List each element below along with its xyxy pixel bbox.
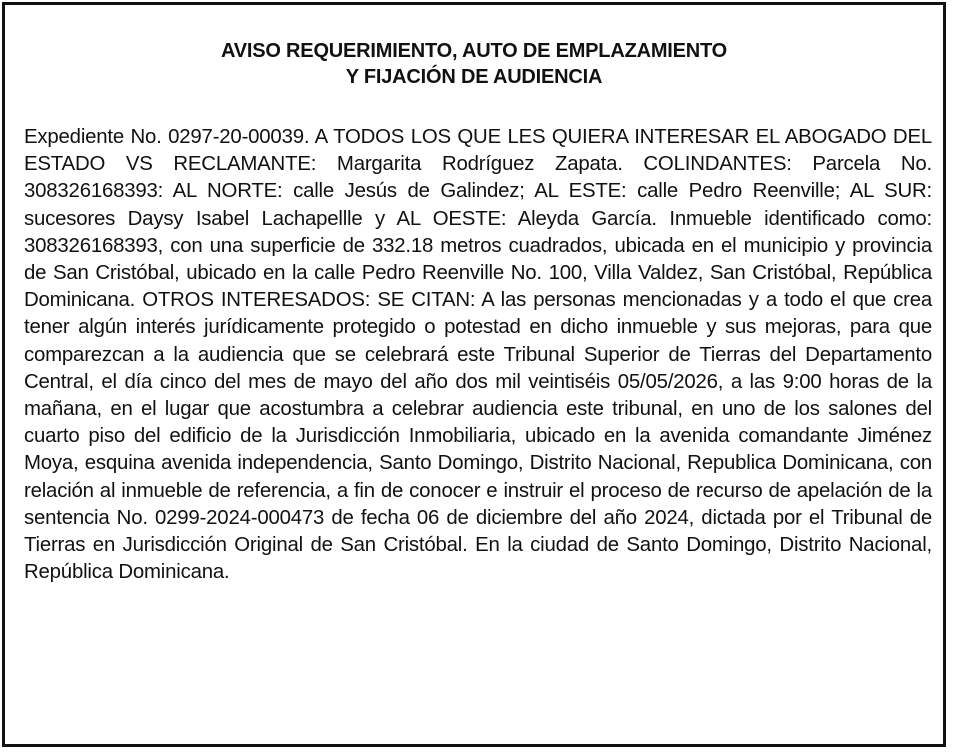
notice-body: Expediente No. 0297-20-00039. A TODOS LOS QUE LES QUIERA INTERESAR EL ABOGADO DEL ESTADO VS RECLAMANTE: Margarita Rodríguez Zapata. COLINDANTES: Parcela No. 308326168393: AL NORTE: calle Jesús de Galindez; AL ESTE: calle Pedro Reenville; AL SUR: sucesores Daysy Isabel Lachapellle y AL OESTE: Aleyda García. Inmueble identificado como: 308326168393, con una superficie de 332.18 metros cuadrados, ubicada en el municipio y provincia de San Cristóbal, ubicado en la calle Pedro Reenville No. 100, Villa Valdez, San Cristóbal, República Dominicana. OTROS INTERESADOS: SE CITAN: A las personas mencionadas y a todo el que crea tener algún interés jurídicamente protegido o potestad en dicho inmueble y sus mejoras, para que comparezcan a la audiencia que se celebrará este Tribunal Superior de Tierras del Departamento Central, el día cinco del mes de mayo del año dos mil veintiséis 05/05/2026, a las 9:00 horas de la mañana, en el lugar que acostumbra a celebrar audiencia este tribunal, en uno de los salones del cuarto piso del edificio de la Jurisdicción Inmobiliaria, ubicado en la avenida comandante Jiménez Moya, esquina avenida independencia, Santo Domingo, Distrito Nacional, Republica Dominicana, con relación al inmueble de referencia, a fin de conocer e instruir el proceso de recurso de apelación de la sentencia No. 0299-2024-000473 de fecha 06 de diciembre del año 2024, dictada por el Tribunal de Tierras en Jurisdicción Original de San Cristóbal. En la ciudad de Santo Domingo, Distrito Nacional, República Dominicana. (24, 126, 932, 584)
notice-title-line-2: Y FIJACIÓN DE AUDIENCIA (345, 66, 603, 88)
notice-frame (2, 2, 946, 747)
notice-title-line-1: AVISO REQUERIMIENTO, AUTO DE EMPLAZAMIENTO (220, 40, 728, 62)
notice-title (5, 38, 943, 90)
